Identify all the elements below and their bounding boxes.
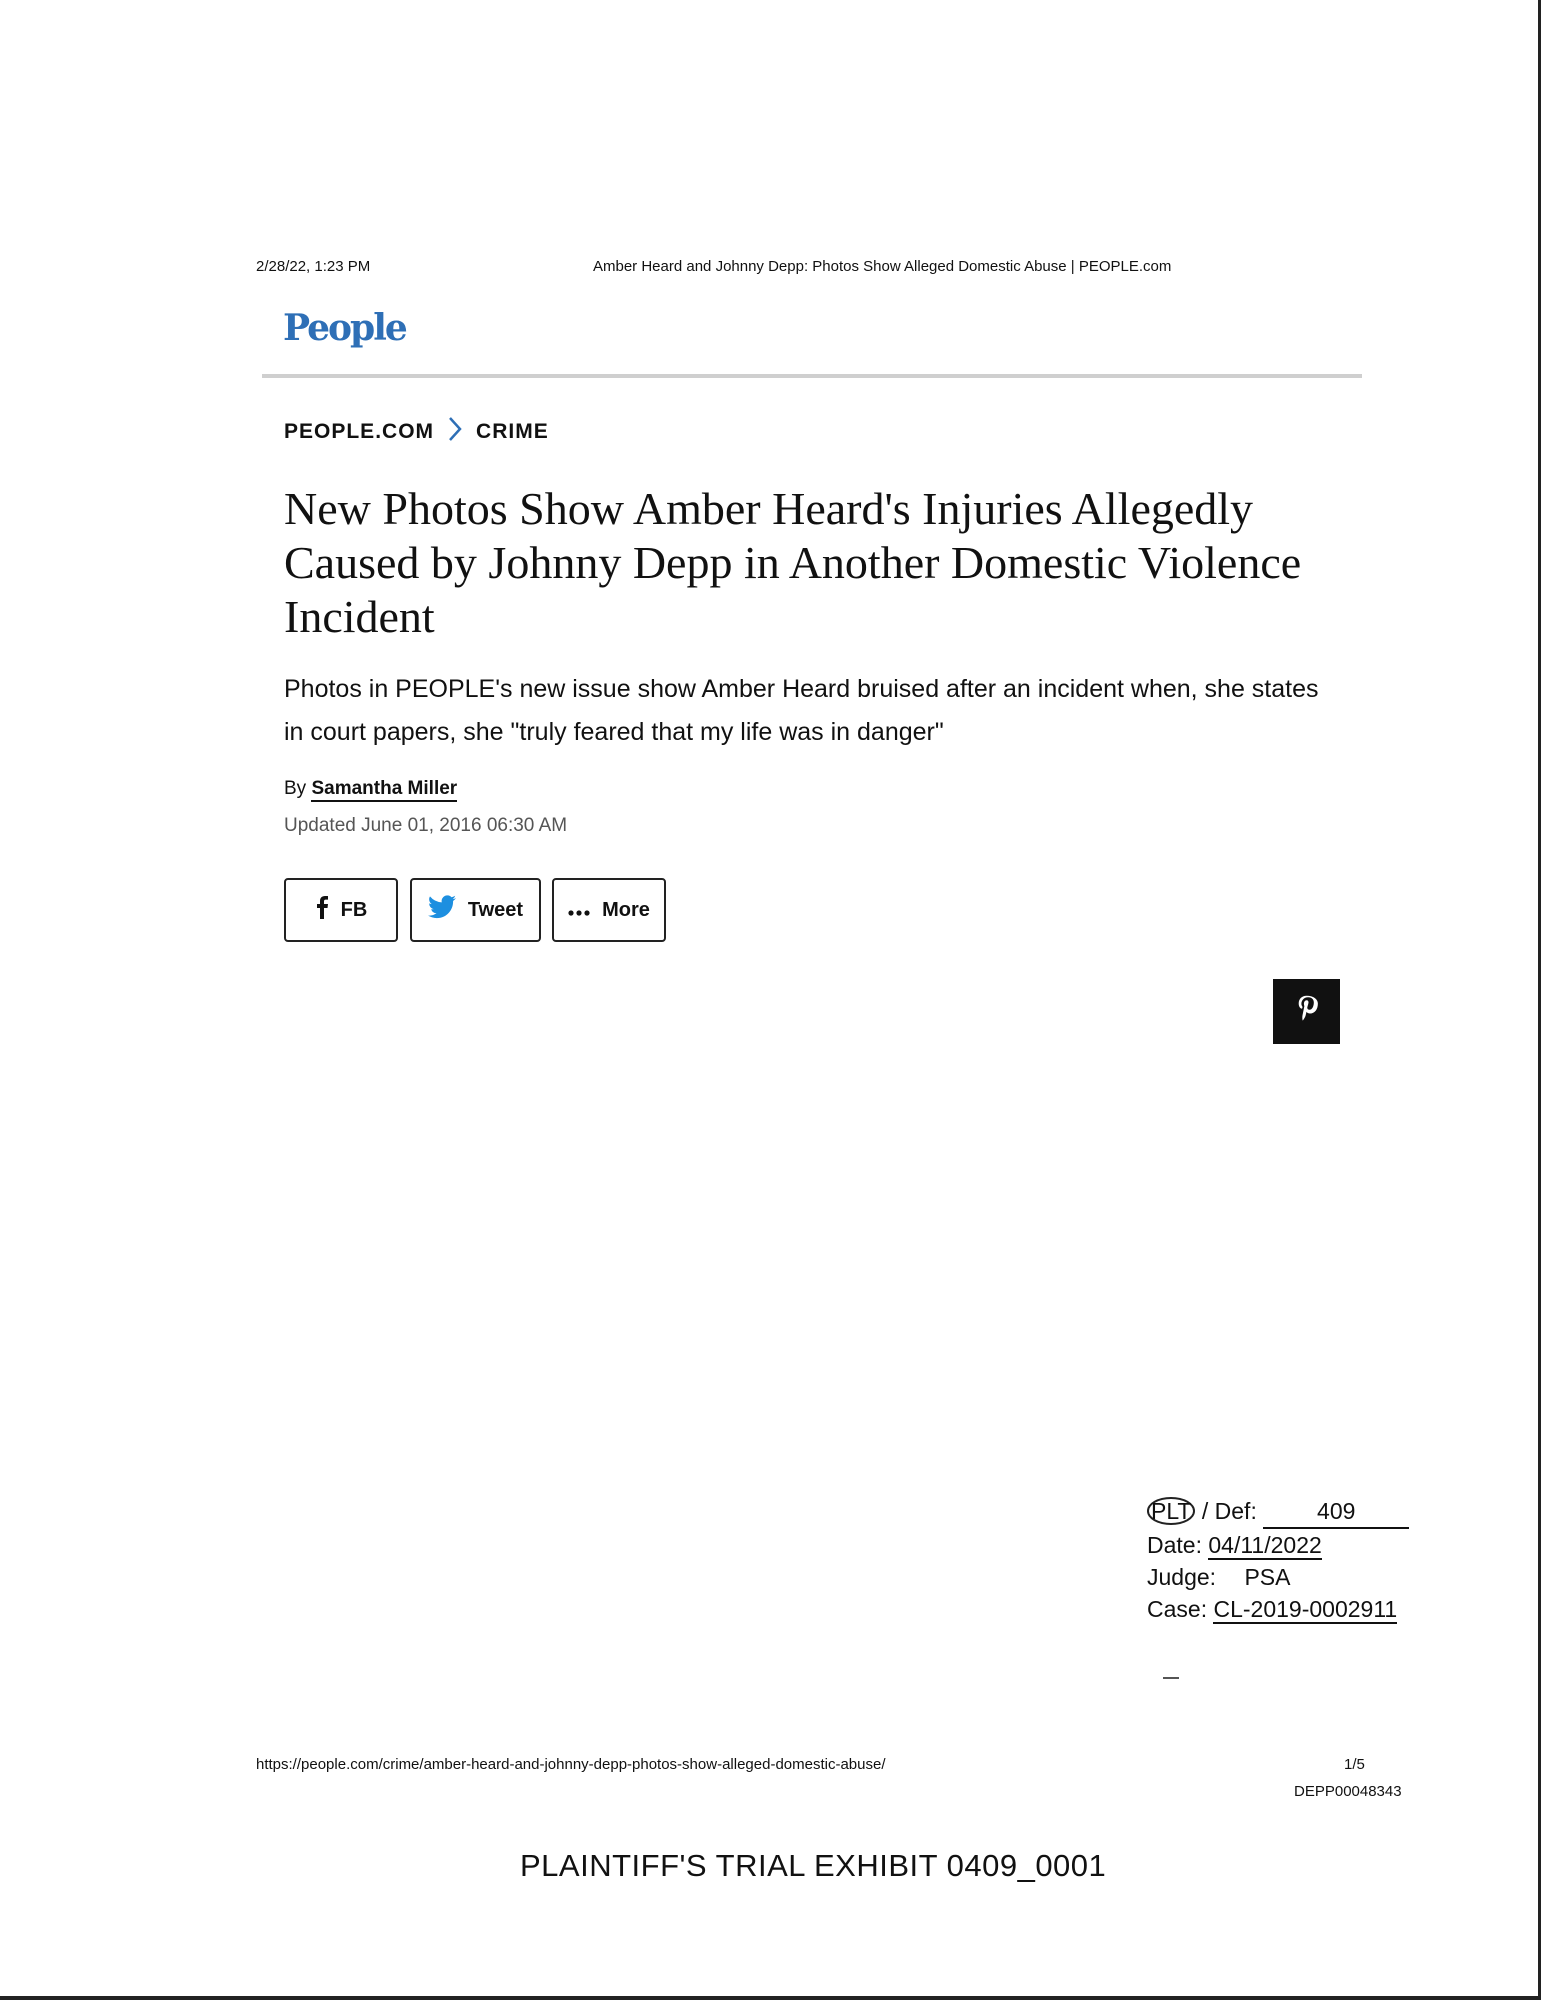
- stamp-date-row: [1147, 1529, 1409, 1561]
- stamp-case-label: Case:: [1147, 1596, 1208, 1622]
- updated-timestamp: Updated June 01, 2016 06:30 AM: [284, 815, 568, 836]
- stamp-party-label: PLT: [1147, 1497, 1195, 1525]
- stamp-date-label: Date:: [1147, 1532, 1202, 1558]
- stamp-case-row: [1147, 1593, 1409, 1625]
- people-logo[interactable]: People: [283, 307, 406, 349]
- share-facebook-label: FB: [340, 898, 368, 921]
- stamp-party-row: [1147, 1495, 1409, 1529]
- share-more-label: More: [602, 898, 650, 921]
- share-more-button[interactable]: [552, 878, 666, 942]
- header-divider: [262, 374, 1362, 378]
- breadcrumb-section[interactable]: CRIME: [476, 420, 549, 443]
- trial-exhibit-label: PLAINTIFF'S TRIAL EXHIBIT 0409_0001: [520, 1848, 1107, 1883]
- byline: [284, 778, 457, 800]
- stamp-date: 04/11/2022: [1208, 1532, 1322, 1558]
- stamp-judge-label: Judge:: [1147, 1564, 1217, 1590]
- more-dots-icon: [568, 899, 590, 922]
- print-page-number: 1/5: [1344, 1756, 1365, 1773]
- share-twitter-label: Tweet: [467, 898, 524, 921]
- exhibit-stamp: [1147, 1495, 1409, 1625]
- chevron-right-icon: [448, 416, 462, 448]
- stamp-party-suffix: / Def:: [1201, 1498, 1257, 1524]
- facebook-icon: [315, 895, 329, 925]
- print-datetime: 2/28/22, 1:23 PM: [256, 258, 371, 275]
- byline-prefix: By: [284, 778, 307, 799]
- stamp-case-number: CL-2019-0002911: [1213, 1596, 1398, 1622]
- stamp-judge-row: [1147, 1561, 1409, 1593]
- breadcrumb-home[interactable]: PEOPLE.COM: [284, 420, 435, 443]
- pinterest-button[interactable]: [1273, 979, 1340, 1044]
- twitter-icon: [428, 895, 456, 925]
- breadcrumb: [284, 416, 549, 448]
- stamp-exhibit-number: 409: [1263, 1495, 1409, 1529]
- article-headline: New Photos Show Amber Heard's Injuries Allegedly Caused by Johnny Depp in Another Domestic Violence Incident: [284, 483, 1302, 642]
- author-link[interactable]: Samantha Miller: [311, 778, 457, 802]
- scan-edge-bottom: [0, 1996, 1541, 2000]
- share-twitter-button[interactable]: [410, 878, 541, 942]
- scan-mark: [1163, 1677, 1179, 1679]
- share-facebook-button[interactable]: [284, 878, 398, 942]
- bates-number: DEPP00048343: [1294, 1783, 1402, 1800]
- print-footer-url: https://people.com/crime/amber-heard-and-johnny-depp-photos-show-alleged-domestic-abuse/: [256, 1756, 886, 1773]
- article-dek: Photos in PEOPLE's new issue show Amber Heard bruised after an incident when, she states in court papers, she "truly feared that my life was in danger": [284, 675, 1319, 746]
- print-page-title: Amber Heard and Johnny Depp: Photos Show Alleged Domestic Abuse | PEOPLE.com: [593, 258, 1172, 275]
- pinterest-icon: [1296, 994, 1318, 1029]
- stamp-judge: PSA: [1244, 1564, 1291, 1590]
